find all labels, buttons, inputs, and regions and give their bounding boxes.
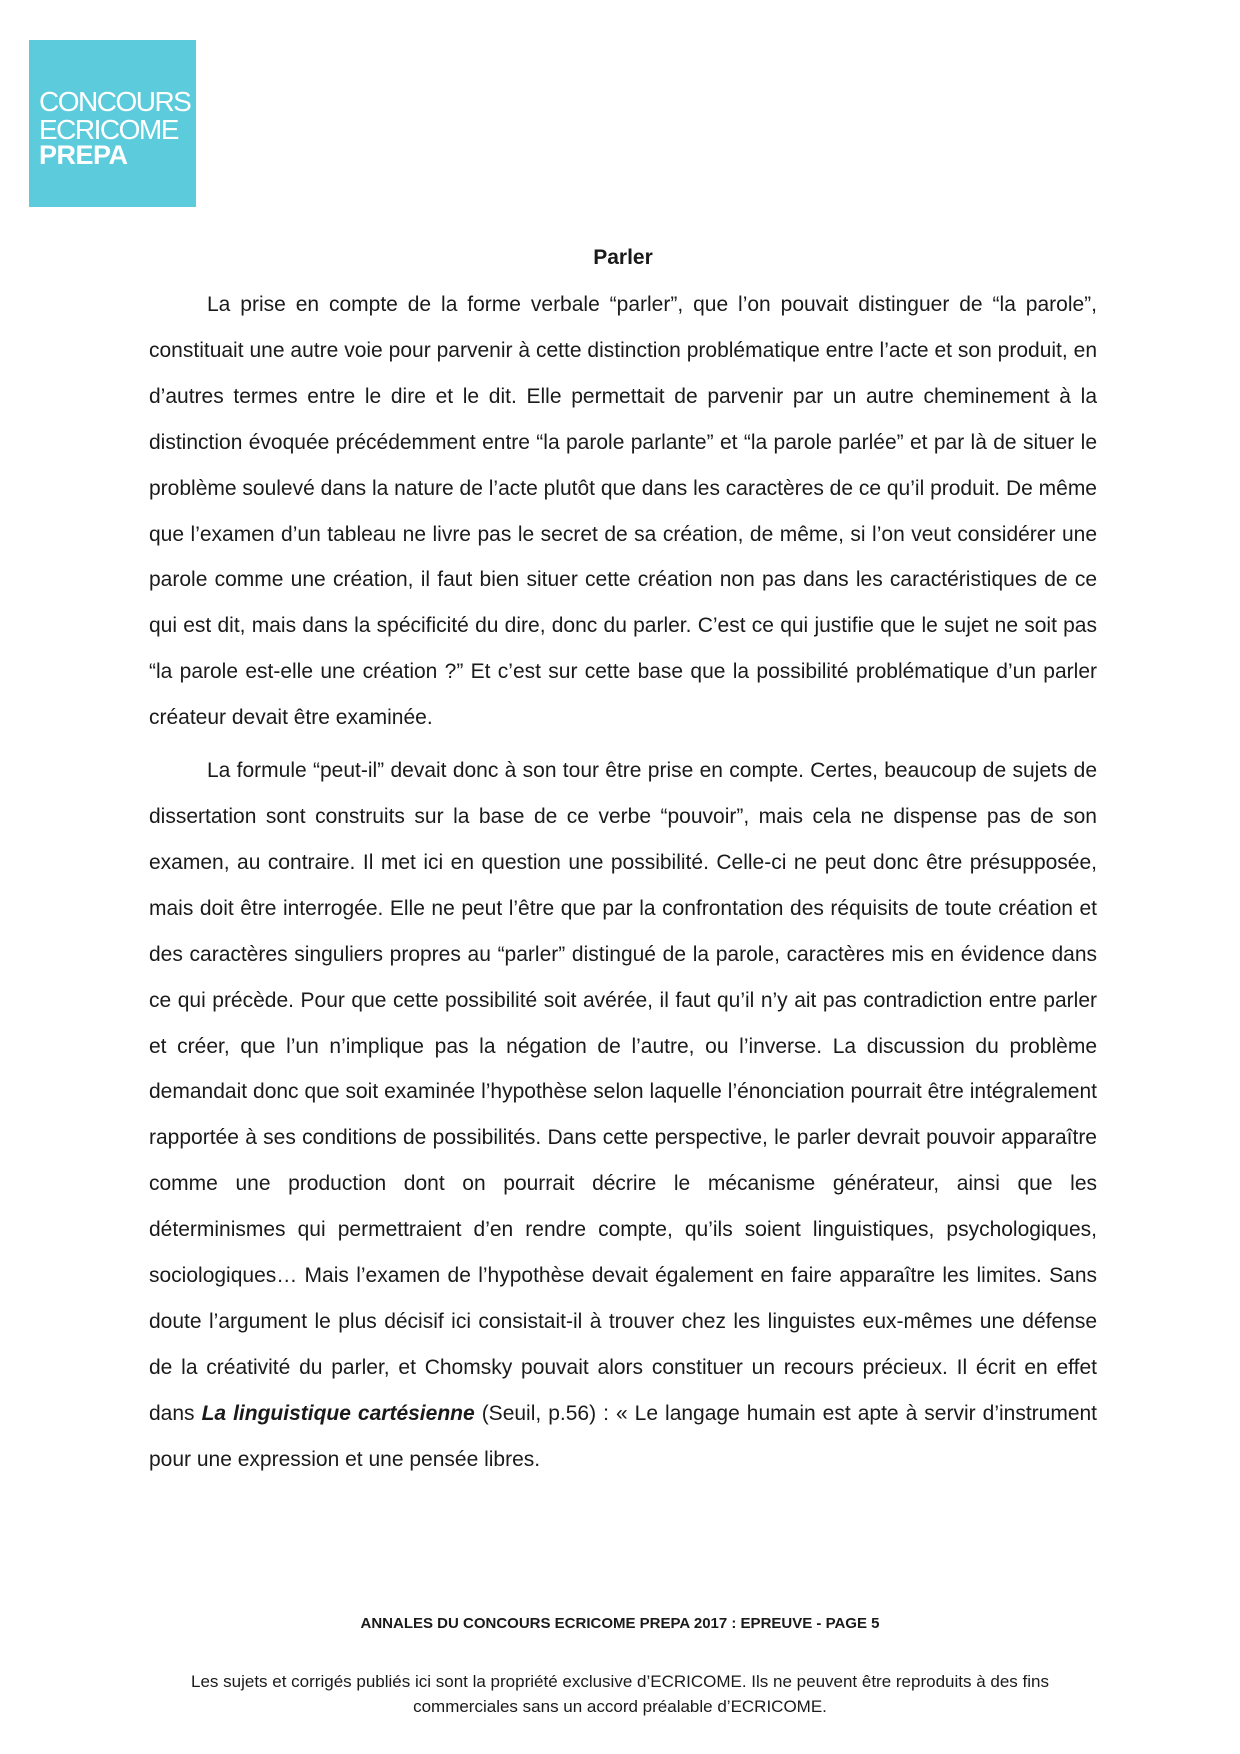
paragraph-1: La prise en compte de la forme verbale “parler”, que l’on pouvait distinguer de “la parole”, constituait une autre voie pour parvenir à cette distinction problématique entre l’acte et son produit, en d’autres termes entre le dire et le dit. Elle permettait de parvenir par un autre cheminement à la distinction évoquée précédemment entre “la parole parlante” et “la parole parlée” et par là de situer le problème soulevé dans la nature de l’acte plutôt que dans les caractères de ce qu’il produit. De même que l’examen d’un tableau ne livre pas le secret de sa création, de même, si l’on veut considérer une parole comme une création, il faut bien situer cette création non pas dans les caractéristiques de ce qui est dit, mais dans la spécificité du dire, donc du parler. C’est ce qui justifie que le sujet ne soit pas “la parole est-elle une création ?” Et c’est sur cette base que la possibilité problématique d’un parler créateur devait être examinée. — [149, 293, 1097, 730]
footer-title: ANNALES DU CONCOURS ECRICOME PREPA 2017 : EPREUVE - PAGE 5 — [360, 1615, 880, 1632]
logo-line-concours: CONCOURS — [39, 86, 191, 117]
logo-line-prepa: PREPA — [39, 140, 128, 170]
paragraph-2-text-after: (Seuil, p.56) : « Le langage humain est apte à servir d’instrument pour une expression et une pensée libres. — [149, 1401, 1098, 1471]
concours-ecricome-prepa-logo — [29, 40, 196, 207]
book-title: La linguistique cartésienne — [201, 1401, 475, 1425]
paragraph-2-text-before: La formule “peut-il” devait donc à son tour être prise en compte. Certes, beaucoup de sujets de dissertation sont construits sur la base de ce verbe “pouvoir”, mais cela ne dispense pas de son examen, au contraire. Il met ici en question une possibilité. Celle-ci ne peut donc être présupposée, mais doit être interrogée. Elle ne peut l’être que par la confrontation des réquisits de toute création et des caractères singuliers propres au “parler” distingué de la parole, caractères mis en évidence dans ce qui précède. Pour que cette possibilité soit avérée, il faut qu’il n’y ait pas contradiction entre parler et créer, que l’un n’implique pas la négation de l’autre, ou l’inverse. La discussion du problème demandait donc que soit examinée l’hypothèse selon laquelle l’énonciation pourrait être intégralement rapportée à ses conditions de possibilités. Dans cette perspective, le parler devrait pouvoir apparaître comme une production dont on pourrait décrire le mécanisme générateur, ainsi que les déterminismes qui permettraient d’en rendre compte, qu’ils soient linguistiques, psychologiques, sociologiques… Mais l’examen de l’hypothèse devait également en faire apparaître les limites. Sans doute l’argument le plus décisif ici consistait-il à trouver chez les linguistes eux-mêmes une défense de la créativité du parler, et Chomsky pouvait alors constituer un recours précieux. Il écrit en effet dans — [149, 759, 1097, 1425]
document-body — [149, 236, 1097, 1483]
logo-line-ecricome: ECRICOME — [39, 114, 178, 145]
paragraph-2 — [149, 748, 1097, 1483]
section-title: Parler — [593, 246, 653, 269]
footer-copyright-note: Les sujets et corrigés publiés ici sont la propriété exclusive d’ECRICOME. Ils ne peuvent être reproduits à des fins commerciales sans un accord préalable d’ECRICOME. — [191, 1672, 1049, 1716]
